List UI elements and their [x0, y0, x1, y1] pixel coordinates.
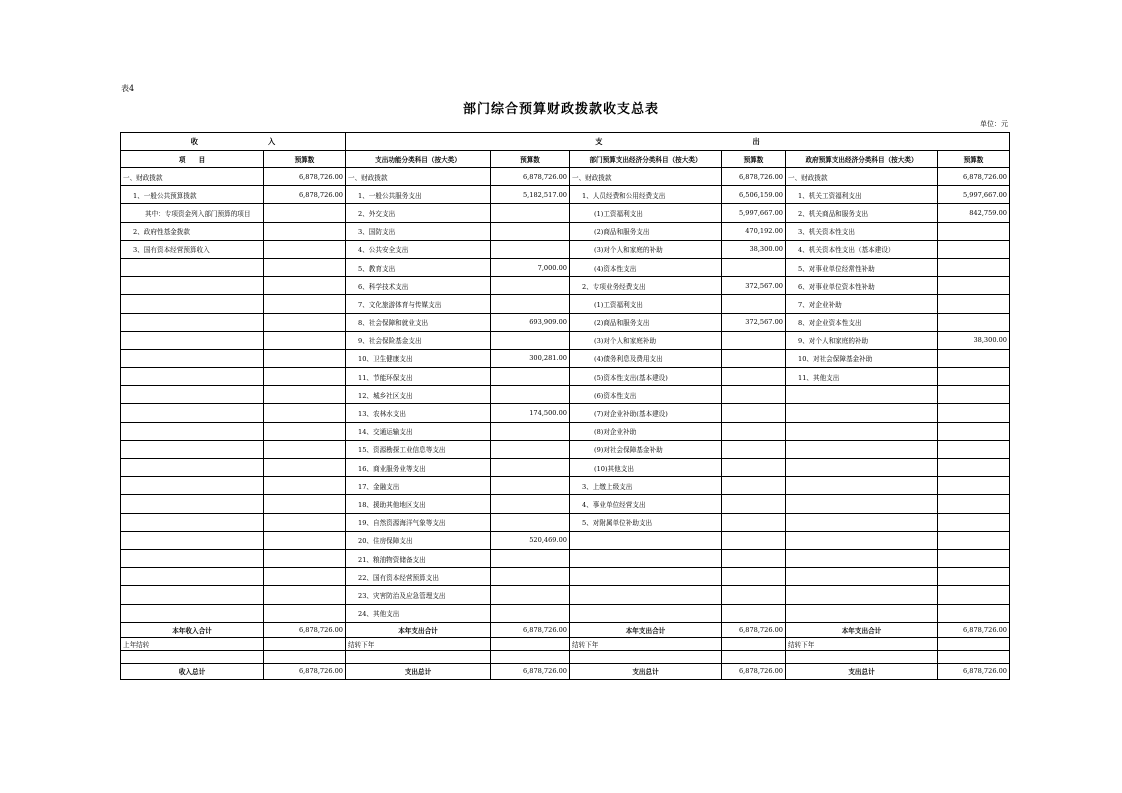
table-row [121, 186, 1010, 204]
income-value-cell [264, 513, 346, 531]
func-item-cell: 22、国有资本经营预算支出 [346, 568, 491, 586]
func-value-cell [491, 440, 570, 458]
dept-item-cell: 3、上缴上级支出 [570, 477, 722, 495]
income-item-cell [121, 258, 264, 276]
gov-item-cell: 6、对事业单位资本性补助 [786, 277, 938, 295]
gov-item-cell [786, 440, 938, 458]
income-item-cell [121, 440, 264, 458]
income-header-char2: 入 [268, 136, 276, 146]
carry-in-label: 上年结转 [121, 637, 264, 650]
gov-item-cell: 9、对个人和家庭的补助 [786, 331, 938, 349]
gov-item-cell: 2、机关商品和服务支出 [786, 204, 938, 222]
dept-value-cell: 372,567.00 [722, 313, 786, 331]
gov-item-cell: 1、机关工资福利支出 [786, 186, 938, 204]
gov-value-cell [938, 222, 1010, 240]
dept-value-cell [722, 513, 786, 531]
gov-value-cell [938, 440, 1010, 458]
table-row [121, 368, 1010, 386]
dept-item-cell: (3)对个人和家庭的补助 [570, 240, 722, 258]
year-income-label: 本年收入合计 [121, 622, 264, 637]
income-item-cell [121, 368, 264, 386]
gov-item-cell: 11、其他支出 [786, 368, 938, 386]
year-expense-label-3: 本年支出合计 [786, 622, 938, 637]
dept-item-cell: (10)其他支出 [570, 459, 722, 477]
func-item-cell: 4、公共安全支出 [346, 240, 491, 258]
carry-out-label-2: 结转下年 [570, 637, 722, 650]
func-value-cell [491, 549, 570, 567]
dept-item-cell: (2)商品和服务支出 [570, 313, 722, 331]
income-item-cell [121, 604, 264, 622]
income-item-cell [121, 513, 264, 531]
dept-item-cell: 5、对附属单位补助支出 [570, 513, 722, 531]
dept-item-cell [570, 604, 722, 622]
blank-cell [491, 650, 570, 663]
func-value-cell [491, 295, 570, 313]
col-header-item: 项 目 [121, 151, 264, 168]
dept-item-cell: 2、专项业务经费支出 [570, 277, 722, 295]
year-expense-label-2: 本年支出合计 [570, 622, 722, 637]
gov-item-cell [786, 513, 938, 531]
func-value-cell [491, 331, 570, 349]
income-item-cell: 一、财政拨款 [121, 168, 264, 186]
func-value-cell [491, 240, 570, 258]
carry-in-value [264, 637, 346, 650]
table-row [121, 313, 1010, 331]
col-header-gov-cat: 政府预算支出经济分类科目（按大类） [786, 151, 938, 168]
income-item-cell: 3、国有资本经营预算收入 [121, 240, 264, 258]
dept-value-cell: 470,192.00 [722, 222, 786, 240]
income-value-cell [264, 295, 346, 313]
func-item-cell: 24、其他支出 [346, 604, 491, 622]
blank-cell [264, 650, 346, 663]
income-item-cell [121, 313, 264, 331]
dept-value-cell [722, 477, 786, 495]
func-item-cell: 23、灾害防治及应急管理支出 [346, 586, 491, 604]
func-value-cell [491, 495, 570, 513]
func-item-cell: 一、财政拨款 [346, 168, 491, 186]
gov-value-cell [938, 586, 1010, 604]
gov-value-cell [938, 568, 1010, 586]
dept-item-cell: (6)资本性支出 [570, 386, 722, 404]
income-item-cell: 1、一般公共预算拨款 [121, 186, 264, 204]
gov-value-cell: 842,759.00 [938, 204, 1010, 222]
func-item-cell: 6、科学技术支出 [346, 277, 491, 295]
income-value-cell: 6,878,726.00 [264, 168, 346, 186]
income-item-cell [121, 531, 264, 549]
table-row [121, 240, 1010, 258]
gov-item-cell: 一、财政拨款 [786, 168, 938, 186]
income-item-cell [121, 459, 264, 477]
blank-cell [346, 650, 491, 663]
year-expense-value-3: 6,878,726.00 [938, 622, 1010, 637]
expense-total-value-2: 6,878,726.00 [722, 663, 786, 679]
income-item-cell: 2、政府性基金拨款 [121, 222, 264, 240]
table-row [121, 604, 1010, 622]
table-tag: 表4 [121, 84, 135, 93]
budget-table [120, 132, 1010, 680]
func-value-cell: 300,281.00 [491, 349, 570, 367]
gov-item-cell [786, 404, 938, 422]
dept-item-cell: (3)对个人和家庭补助 [570, 331, 722, 349]
dept-item-cell: (2)商品和服务支出 [570, 222, 722, 240]
income-value-cell [264, 331, 346, 349]
col-header-func-cat: 支出功能分类科目（按大类） [346, 151, 491, 168]
income-item-cell [121, 277, 264, 295]
gov-value-cell [938, 258, 1010, 276]
dept-value-cell [722, 459, 786, 477]
table-row [121, 422, 1010, 440]
income-item-cell: 其中：专项资金列入部门预算的项目 [121, 204, 264, 222]
income-value-cell [264, 277, 346, 295]
income-value-cell [264, 604, 346, 622]
table-row [121, 331, 1010, 349]
func-item-cell: 21、粮油物资储备支出 [346, 549, 491, 567]
func-value-cell [491, 568, 570, 586]
dept-value-cell [722, 349, 786, 367]
dept-item-cell [570, 549, 722, 567]
func-value-cell [491, 222, 570, 240]
dept-value-cell [722, 368, 786, 386]
func-value-cell [491, 586, 570, 604]
table-row [121, 168, 1010, 186]
gov-value-cell [938, 513, 1010, 531]
blank-cell [121, 650, 264, 663]
gov-value-cell [938, 549, 1010, 567]
table-row [121, 495, 1010, 513]
dept-item-cell: (5)资本性支出(基本建设) [570, 368, 722, 386]
table-row [121, 277, 1010, 295]
gov-value-cell: 5,997,667.00 [938, 186, 1010, 204]
func-value-cell: 7,000.00 [491, 258, 570, 276]
dept-item-cell: (4)债务利息及费用支出 [570, 349, 722, 367]
dept-value-cell [722, 404, 786, 422]
income-value-cell [264, 549, 346, 567]
gov-item-cell: 10、对社会保障基金补助 [786, 349, 938, 367]
gov-item-cell [786, 531, 938, 549]
income-value-cell [264, 459, 346, 477]
gov-item-cell: 5、对事业单位经常性补助 [786, 258, 938, 276]
dept-item-cell: (1)工资福利支出 [570, 204, 722, 222]
dept-value-cell [722, 586, 786, 604]
dept-value-cell [722, 531, 786, 549]
table-row [121, 531, 1010, 549]
gov-item-cell: 7、对企业补助 [786, 295, 938, 313]
func-value-cell [491, 368, 570, 386]
dept-item-cell: (9)对社会保障基金补助 [570, 440, 722, 458]
dept-value-cell: 372,567.00 [722, 277, 786, 295]
gov-value-cell [938, 386, 1010, 404]
func-item-cell: 16、商业服务业等支出 [346, 459, 491, 477]
expense-total-label-3: 支出总计 [786, 663, 938, 679]
income-item-cell [121, 495, 264, 513]
func-item-cell: 3、国防支出 [346, 222, 491, 240]
func-item-cell: 10、卫生健康支出 [346, 349, 491, 367]
gov-value-cell [938, 368, 1010, 386]
carry-out-label-1: 结转下年 [346, 637, 491, 650]
table-row [121, 440, 1010, 458]
dept-item-cell [570, 531, 722, 549]
gov-item-cell [786, 568, 938, 586]
dept-value-cell [722, 568, 786, 586]
expense-total-value-1: 6,878,726.00 [491, 663, 570, 679]
blank-cell [938, 650, 1010, 663]
carry-out-value-3 [938, 637, 1010, 650]
func-item-cell: 1、一般公共服务支出 [346, 186, 491, 204]
gov-value-cell [938, 349, 1010, 367]
func-value-cell [491, 422, 570, 440]
func-value-cell: 174,500.00 [491, 404, 570, 422]
income-value-cell [264, 368, 346, 386]
gov-value-cell [938, 422, 1010, 440]
gov-value-cell [938, 277, 1010, 295]
table-row [121, 295, 1010, 313]
expense-total-label-1: 支出总计 [346, 663, 491, 679]
dept-value-cell [722, 258, 786, 276]
gov-value-cell [938, 295, 1010, 313]
income-value-cell [264, 477, 346, 495]
income-value-cell [264, 531, 346, 549]
table-row [121, 459, 1010, 477]
income-total-label: 收入总计 [121, 663, 264, 679]
dept-value-cell: 38,300.00 [722, 240, 786, 258]
func-value-cell [491, 277, 570, 295]
func-item-cell: 20、住房保障支出 [346, 531, 491, 549]
carry-out-value-2 [722, 637, 786, 650]
table-row [121, 258, 1010, 276]
income-value-cell [264, 222, 346, 240]
func-item-cell: 14、交通运输支出 [346, 422, 491, 440]
func-item-cell: 8、社会保障和就业支出 [346, 313, 491, 331]
carry-row [121, 637, 1010, 650]
func-item-cell: 17、金融支出 [346, 477, 491, 495]
dept-value-cell: 5,997,667.00 [722, 204, 786, 222]
blank-cell [570, 650, 722, 663]
blank-row [121, 650, 1010, 663]
year-expense-value-1: 6,878,726.00 [491, 622, 570, 637]
income-value-cell [264, 240, 346, 258]
expense-header-char2: 出 [752, 136, 760, 146]
table-row [121, 586, 1010, 604]
table-row [121, 204, 1010, 222]
gov-item-cell: 8、对企业资本性支出 [786, 313, 938, 331]
expense-total-value-3: 6,878,726.00 [938, 663, 1010, 679]
gov-value-cell [938, 495, 1010, 513]
gov-value-cell: 38,300.00 [938, 331, 1010, 349]
gov-value-cell [938, 404, 1010, 422]
gov-item-cell [786, 549, 938, 567]
func-value-cell: 693,909.00 [491, 313, 570, 331]
dept-item-cell: 1、人员经费和公用经费支出 [570, 186, 722, 204]
func-item-cell: 12、城乡社区支出 [346, 386, 491, 404]
gov-value-cell [938, 477, 1010, 495]
grand-total-row [121, 663, 1010, 679]
gov-item-cell: 3、机关资本性支出 [786, 222, 938, 240]
income-header-char1: 收 [190, 136, 198, 146]
dept-item-cell [570, 568, 722, 586]
header-row-columns [121, 151, 1010, 168]
dept-value-cell [722, 549, 786, 567]
year-income-value: 6,878,726.00 [264, 622, 346, 637]
income-value-cell [264, 440, 346, 458]
func-item-cell: 7、文化旅游体育与传媒支出 [346, 295, 491, 313]
income-total-value: 6,878,726.00 [264, 663, 346, 679]
income-item-cell [121, 331, 264, 349]
dept-item-cell [570, 586, 722, 604]
func-item-cell: 13、农林水支出 [346, 404, 491, 422]
dept-item-cell: 4、事业单位经营支出 [570, 495, 722, 513]
func-item-cell: 11、节能环保支出 [346, 368, 491, 386]
income-item-cell [121, 404, 264, 422]
func-value-cell [491, 204, 570, 222]
income-value-cell [264, 422, 346, 440]
table-row [121, 222, 1010, 240]
func-value-cell [491, 459, 570, 477]
func-value-cell [491, 513, 570, 531]
func-item-cell: 5、教育支出 [346, 258, 491, 276]
func-value-cell [491, 477, 570, 495]
income-value-cell [264, 313, 346, 331]
func-item-cell: 2、外交支出 [346, 204, 491, 222]
gov-item-cell [786, 604, 938, 622]
income-value-cell [264, 568, 346, 586]
income-value-cell [264, 349, 346, 367]
year-total-row [121, 622, 1010, 637]
dept-item-cell: (1)工资福利支出 [570, 295, 722, 313]
func-value-cell: 520,469.00 [491, 531, 570, 549]
income-value-cell [264, 404, 346, 422]
gov-item-cell [786, 422, 938, 440]
blank-cell [722, 650, 786, 663]
dept-value-cell: 6,878,726.00 [722, 168, 786, 186]
func-value-cell: 5,182,517.00 [491, 186, 570, 204]
dept-item-cell: (7)对企业补助(基本建设) [570, 404, 722, 422]
income-item-cell [121, 386, 264, 404]
table-row [121, 477, 1010, 495]
func-value-cell: 6,878,726.00 [491, 168, 570, 186]
table-row [121, 568, 1010, 586]
income-value-cell [264, 495, 346, 513]
gov-value-cell: 6,878,726.00 [938, 168, 1010, 186]
dept-value-cell [722, 295, 786, 313]
income-item-cell [121, 568, 264, 586]
income-item-cell [121, 477, 264, 495]
gov-value-cell [938, 459, 1010, 477]
income-item-cell [121, 586, 264, 604]
col-header-budget-1: 预算数 [264, 151, 346, 168]
income-value-cell [264, 258, 346, 276]
carry-out-label-3: 结转下年 [786, 637, 938, 650]
func-item-cell: 18、援助其他地区支出 [346, 495, 491, 513]
dept-item-cell: 一、财政拨款 [570, 168, 722, 186]
gov-item-cell [786, 386, 938, 404]
dept-value-cell [722, 386, 786, 404]
income-item-cell [121, 549, 264, 567]
year-expense-value-2: 6,878,726.00 [722, 622, 786, 637]
expense-header-char1: 支 [595, 136, 603, 146]
header-row-group [121, 133, 1010, 151]
table-row [121, 386, 1010, 404]
income-value-cell [264, 386, 346, 404]
table-row [121, 404, 1010, 422]
expense-total-label-2: 支出总计 [570, 663, 722, 679]
dept-value-cell: 6,506,159.00 [722, 186, 786, 204]
income-item-cell [121, 349, 264, 367]
income-value-cell [264, 204, 346, 222]
year-expense-label-1: 本年支出合计 [346, 622, 491, 637]
gov-value-cell [938, 240, 1010, 258]
gov-item-cell [786, 477, 938, 495]
dept-item-cell: (4)资本性支出 [570, 258, 722, 276]
expense-group-header [346, 133, 1010, 151]
gov-item-cell: 4、机关资本性支出（基本建设） [786, 240, 938, 258]
income-value-cell: 6,878,726.00 [264, 186, 346, 204]
dept-value-cell [722, 440, 786, 458]
dept-value-cell [722, 331, 786, 349]
income-value-cell [264, 586, 346, 604]
func-item-cell: 15、资源勘探工业信息等支出 [346, 440, 491, 458]
table-row [121, 349, 1010, 367]
table-row [121, 513, 1010, 531]
col-header-budget-3: 预算数 [722, 151, 786, 168]
page-title: 部门综合预算财政拨款收支总表 [462, 102, 659, 117]
income-group-header [121, 133, 346, 151]
dept-value-cell [722, 604, 786, 622]
func-item-cell: 9、社会保险基金支出 [346, 331, 491, 349]
gov-value-cell [938, 604, 1010, 622]
dept-value-cell [722, 495, 786, 513]
dept-value-cell [722, 422, 786, 440]
func-item-cell: 19、自然资源海洋气象等支出 [346, 513, 491, 531]
dept-item-cell: (8)对企业补助 [570, 422, 722, 440]
gov-value-cell [938, 531, 1010, 549]
col-header-budget-4: 预算数 [938, 151, 1010, 168]
gov-item-cell [786, 495, 938, 513]
gov-item-cell [786, 586, 938, 604]
col-header-budget-2: 预算数 [491, 151, 570, 168]
income-item-cell [121, 422, 264, 440]
gov-value-cell [938, 313, 1010, 331]
unit-label: 单位：元 [980, 120, 1008, 128]
func-value-cell [491, 604, 570, 622]
carry-out-value-1 [491, 637, 570, 650]
table-row [121, 549, 1010, 567]
col-header-dept-cat: 部门预算支出经济分类科目（按大类） [570, 151, 722, 168]
blank-cell [786, 650, 938, 663]
gov-item-cell [786, 459, 938, 477]
func-value-cell [491, 386, 570, 404]
income-item-cell [121, 295, 264, 313]
